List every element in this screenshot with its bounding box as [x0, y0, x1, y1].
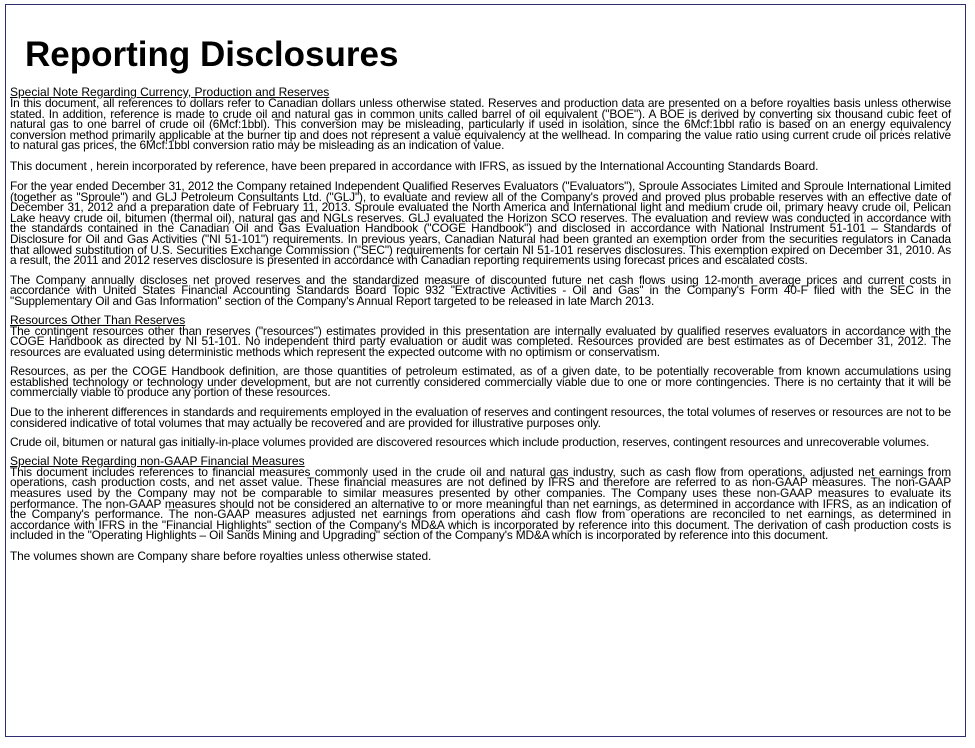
page-title: Reporting Disclosures — [25, 35, 399, 74]
resources-paragraph-1: The contingent resources other than reserves ("resources") estimates provided in this presentation are internally evaluated by qualified reserves evaluators in accordance with the COGE Handbook as directed by NI 51-101. No independent third party evaluation or audit was completed. Resources provided are best estimates as of December 31, 2012. The resources are evaluated using deterministic methods which represent the expected outcome with no optimism or conservatism. — [10, 323, 951, 359]
currency-paragraph-4: The Company annually discloses net proved reserves and the standardized measure of discounted future net cash flows using 12-month average prices and current costs in accordance with United States Financial Accounting Standards Board Topic 932 "Extractive Activities - Oil and Gas" in the Company's Form 40-F filed with the SEC in the "Supplementary Oil and Gas Information" section of the Company's Annual Report targeted to be released in late March 2013. — [10, 272, 951, 308]
currency-paragraph-2: This document , herein incorporated by reference, have been prepared in accordance with IFRS, as issued by the International Accounting Standards Board. — [10, 158, 819, 173]
resources-paragraph-4: Crude oil, bitumen or natural gas initially-in-place volumes provided are discovered resources which include production, reserves, contingent resources and unrecoverable volumes. — [10, 435, 930, 450]
resources-heading: Resources Other Than Reserves — [10, 312, 186, 327]
currency-heading: Special Note Regarding Currency, Production and Reserves — [10, 85, 330, 99]
disclosure-body — [10, 86, 951, 562]
currency-paragraph-1: In this document, all references to dollars refer to Canadian dollars unless otherwise stated. Reserves and production data are presented on a before royalties basis unless otherwise stated. In addition, reference is made to crude oil and natural gas in common units called barrel of oil equivalent ("BOE"). A BOE is derived by converting six thousand cubic feet of natural gas to one barrel of crude oil (6Mcf:1bbl). This conversion may be misleading, particularly if used in isolation, since the 6Mcf:1bbl ratio is based on an energy equivalency conversion method primarily applicable at the burner tip and does not represent a value equivalency at the wellhead. In comparing the value ratio using current crude oil prices relative to natural gas prices, the 6Mcf:1bbl conversion ratio may be misleading as an indication of value. — [10, 96, 951, 153]
non-gaap-paragraph-2: The volumes shown are Company share before royalties unless otherwise stated. — [10, 549, 432, 563]
resources-paragraph-2: Resources, as per the COGE Handbook definition, are those quantities of petroleum estimated, as of a given date, to be potentially recoverable from known accumulations using established technology or technology under development, but are not currently considered commercially viable due to one or more contingencies. There is no certainty that it will be commercially viable to produce any portion of these resources. — [10, 364, 951, 400]
non-gaap-paragraph-1: This document includes references to financial measures commonly used in the crude oil and natural gas industry, such as cash flow from operations, adjusted net earnings from operations, cash production costs, and net asset value. These financial measures are not defined by IFRS and therefore are referred to as non-GAAP measures. The non-GAAP measures used by the Company may not be comparable to similar measures presented by other companies. The Company uses these non-GAAP measures to evaluate its performance. The non-GAAP measures should not be considered an alternative to or more meaningful than net earnings, as determined in accordance with IFRS, as an indication of the Company's performance. The non-GAAP measures adjusted net earnings from operations and cash flow from operations are reconciled to net earnings, as determined in accordance with IFRS in the "Financial Highlights" section of the Company's MD&A which is incorporated by reference into this document. The derivation of cash production costs is included in the "Operating Highlights – Oil Sands Mining and Upgrading" section of the Company's MD&A which is incorporated by reference into this document. — [10, 464, 951, 543]
currency-paragraph-3: For the year ended December 31, 2012 the Company retained Independent Qualified Reserves Evaluators ("Evaluators"), Sproule Associates Limited and Sproule International Limited (together as "Sproule") and GLJ Petroleum Consultants Ltd. ("GLJ"), to evaluate and review all of the Company's proved and proved plus probable reserves with an effective date of December 31, 2012 and a preparation date of February 11, 2013. Sproule evaluated the North America and International light and medium crude oil, primary heavy crude oil, Pelican Lake heavy crude oil, bitumen (thermal oil), natural gas and NGLs reserves. GLJ evaluated the Horizon SCO reserves. The evaluation and review was conducted in accordance with the standards contained in the Canadian Oil and Gas Evaluation Handbook ("COGE Handbook") and disclosed in accordance with National Instrument 51-101 – Standards of Disclosure for Oil and Gas Activities ("NI 51-101") requirements. In previous years, Canadian Natural had been granted an exemption order from the securities regulators in Canada that allowed substitution of U.S. Securities Exchange Commission ("SEC") requirements for certain NI 51-101 reserves disclosures. This exemption expired on December 31, 2010. As a result, the 2011 and 2012 reserves disclosure is presented in accordance with Canadian reporting requirements using forecast prices and escalated costs. — [10, 178, 951, 268]
non-gaap-heading: Special Note Regarding non-GAAP Financial Measures — [10, 453, 305, 468]
resources-paragraph-3: Due to the inherent differences in standards and requirements employed in the evaluation of reserves and contingent resources, the total volumes of reserves or resources are not to be considered indicative of total volumes that may actually be recovered and are provided for illustrative purposes only. — [10, 405, 951, 430]
